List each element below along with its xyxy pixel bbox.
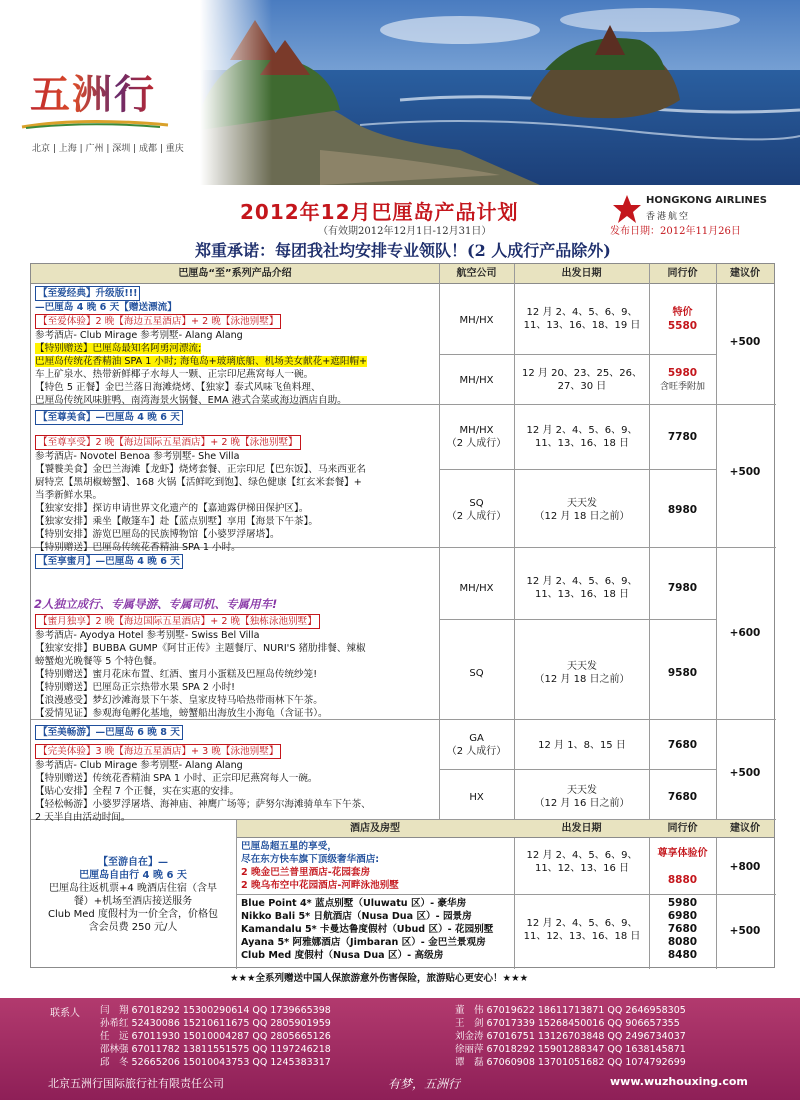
product-classic[interactable] <box>35 286 437 407</box>
header <box>0 0 800 185</box>
product-subtitle: —巴厘岛 4 晚 6 天【赠送漂流】 <box>35 302 177 313</box>
airline-cell: MH/HX <box>459 375 494 386</box>
product-subtitle: 巴厘岛自由行 4 晚 6 天 <box>79 870 187 881</box>
product-line: 【完美体验】3 晚【海边五星酒店】+ 3 晚【泳池别墅】 <box>35 744 281 759</box>
release-date: 发布日期：2012年11月26日 <box>610 226 741 237</box>
product-line: 【特别安排】游览巴厘岛的民族博物馆【小婆罗浮屠塔】。 <box>35 529 280 540</box>
product-line: 【贴心安排】全程 7 个正餐，实在实惠的安排。 <box>35 786 240 797</box>
dates-cell: 天天发 <box>567 661 597 672</box>
suggest-cell: +500 <box>729 466 761 478</box>
dates-cell: 12 月 2、4、5、6、9、11、12、13、16 日 <box>526 850 638 874</box>
suggest-cell: +500 <box>729 925 761 937</box>
product-line: 餐）+机场至酒店接送服务 <box>73 896 193 907</box>
dates-cell: 12 月 1、8、15 日 <box>538 740 626 751</box>
contact-row[interactable]: 任 远 67011930 15010004287 QQ 2805665126 <box>100 1031 331 1042</box>
airline-note: （2 人成行） <box>446 511 507 522</box>
product-line: 【特别赠送】巴厘岛传统花香精油 SPA 1 小时。 <box>35 542 241 553</box>
suggest-cell: +800 <box>729 861 761 873</box>
product-title: 【至享蜜月】—巴厘岛 4 晚 6 天 <box>35 554 183 569</box>
price-cell: 5980 <box>667 897 698 909</box>
dates-cell: 12 月 2、4、5、6、9、11、13、16、18 日 <box>526 576 638 600</box>
dates-cell: 12 月 20、23、25、26、27、30 日 <box>522 368 642 392</box>
airline-note: （2 人成行） <box>446 438 507 449</box>
promise-banner: 郑重承诺：每团我社均安排专业领队！(2 人成行产品除外) <box>195 241 611 260</box>
logo-swoosh-icon <box>20 119 170 129</box>
product-line: 【蜜月独享】2 晚【海边国际五星酒店】+ 2 晚【独栋泳池别墅】 <box>35 614 320 629</box>
dates-note: （12 月 16 日之前） <box>534 798 630 809</box>
col-header-dates: 出发日期 <box>514 820 649 838</box>
product-title: 【至游自在】— <box>98 857 168 868</box>
airline-name-cn: 香港航空 <box>646 212 691 222</box>
price-cell: 7680 <box>667 791 698 803</box>
price-note: 含旺季附加 <box>659 382 705 392</box>
contact-row[interactable]: 董 伟 67019622 18611713871 QQ 2646958305 <box>455 1005 686 1016</box>
divider <box>514 264 515 969</box>
logo-cities: 北京 | 上海 | 广州 | 深圳 | 成都 | 重庆 <box>32 144 184 154</box>
price-cell: 7980 <box>667 582 698 594</box>
product-table <box>30 263 775 968</box>
product-line: 参考酒店- Novotel Benoa 参考别墅- She Villa <box>35 451 240 462</box>
product-line: 【轻松畅游】小婆罗浮屠塔、海神庙、神鹰广场等；萨努尔海滩骑单车下午茶、 <box>35 799 371 810</box>
col-header-dates: 出发日期 <box>514 264 649 284</box>
company-motto: 有梦，五洲行 <box>388 1077 461 1091</box>
dates-note: （12 月 18 日之前） <box>534 511 630 522</box>
divider <box>439 469 716 470</box>
airline-cell: MH/HX <box>459 425 494 436</box>
divider <box>236 894 776 895</box>
price-cell: 8980 <box>667 504 698 516</box>
hotel-row[interactable]: Ayana 5* 阿雅娜酒店（Jimbaran 区）- 金巴兰景观房 <box>241 937 486 948</box>
price-cell: 7780 <box>667 431 698 443</box>
company-name: 北京五洲行国际旅行社有限责任公司 <box>48 1077 224 1090</box>
product-line: 【独家安排】乘坐【敞篷车】赴【蓝点别墅】享用【海景下午茶】。 <box>35 516 319 527</box>
product-free[interactable] <box>33 856 233 934</box>
price-cell: 7680 <box>667 923 698 935</box>
product-line: 车上矿泉水、热带新鲜椰子水每人一颗、正宗印尼燕窝每人一碗。 <box>35 369 314 380</box>
dates-cell: 12 月 2、4、5、6、9、11、13、16、18 日 <box>526 425 638 449</box>
price-cell: 6980 <box>667 910 698 922</box>
brand-logo[interactable] <box>20 55 190 165</box>
promo-line: 2 晚金巴兰普里酒店-花园套房 <box>241 867 371 878</box>
hero-image <box>200 0 800 185</box>
product-line: 当季新鲜水果。 <box>35 490 103 501</box>
promo-line: 2 晚乌布空中花园酒店-河畔泳池别墅 <box>241 880 399 891</box>
dates-cell: 12 月 2、4、5、6、9、11、12、13、16、18 日 <box>523 918 641 942</box>
product-line: 【特别赠送】巴厘岛正宗热带水果 SPA 2 小时! <box>35 682 236 693</box>
hotel-row[interactable]: Club Med 度假村（Nusa Dua 区）- 高级房 <box>241 950 444 961</box>
product-line: 螃蟹炮光晚餐等 5 个特色餐。 <box>35 656 163 667</box>
contact-row[interactable]: 邵林强 67011782 13811551575 QQ 1197246218 <box>100 1044 331 1055</box>
airline-note: （2 人成行） <box>446 746 507 757</box>
product-title: 【至爱经典】升级版!!! <box>35 286 140 301</box>
product-tour[interactable] <box>35 725 437 824</box>
honeymoon-slogan: 2人独立成行、专属导游、专属司机、专属用车! <box>34 597 278 611</box>
contact-row[interactable]: 孙希红 52430086 15210611675 QQ 2805901959 <box>100 1018 331 1029</box>
divider <box>439 354 716 355</box>
contact-row[interactable]: 刘金涛 67016751 13126703848 QQ 2496734037 <box>455 1031 686 1042</box>
product-line: 厨特烹【黑胡椒螃蟹】、168 火锅【活鲜吃到饱】、绿色健康【红玄米套餐】+ <box>35 477 362 488</box>
price-cell: 8880 <box>667 874 698 886</box>
product-line: 巴厘岛传统风味脏鸭、南湾海景火锅餐、EMA 港式合菜或海边酒店自助。 <box>35 395 347 406</box>
product-line: 【独家安排】探访申请世界文化遗产的【嘉迪露伊梯田保护区】。 <box>35 503 309 514</box>
suggest-cell: +600 <box>729 627 761 639</box>
product-line: 2 天半自由活动时间。 <box>35 812 131 823</box>
contact-row[interactable]: 王 剑 67017339 15268450016 QQ 906657355 <box>455 1018 680 1029</box>
dates-cell: 天天发 <box>567 498 597 509</box>
product-line: 【饕餮美食】金巴兰海滩【龙虾】烧烤套餐、正宗印尼【巴东饭】、马来西亚名 <box>35 464 366 475</box>
honeymoon-details <box>35 614 437 720</box>
product-line: 【独家安排】BUBBA GUMP《阿甘正传》主题餐厅、NURI'S 猪肋排餐、辣椒 <box>35 643 366 654</box>
price-cell: 7680 <box>667 739 698 751</box>
product-gourmet[interactable] <box>35 410 437 554</box>
insurance-note: ★★★全系列赠送中国人保旅游意外伤害保险，旅游贴心更安心！★★★ <box>230 973 529 984</box>
col-header-hotel: 酒店及房型 <box>236 820 514 838</box>
logo-text: 五洲行 <box>30 63 156 120</box>
product-line: 参考酒店- Club Mirage 参考别墅- Alang Alang <box>35 330 243 341</box>
price-cell: 5580 <box>667 320 698 332</box>
product-line: 【浪漫感受】梦幻沙滩海景下午茶、皇家皮特马哈热带雨林下午茶。 <box>35 695 323 706</box>
dates-cell: 天天发 <box>567 785 597 796</box>
product-line: 巴厘岛往返机票+4 晚酒店住宿（含早 <box>49 883 217 894</box>
col-header-price: 同行价 <box>649 820 716 838</box>
price-cell: 8080 <box>667 936 698 948</box>
product-line: 【特别赠送】巴厘岛最知名阿勇河漂流; <box>35 343 202 354</box>
airline-cell: HX <box>469 792 484 803</box>
product-line: 【至爱体验】2 晚【海边五星酒店】+ 2 晚【泳池别墅】 <box>35 314 281 329</box>
price-cell: 8480 <box>667 949 698 961</box>
product-line: 【特别赠送】蜜月花床布置、红酒、蜜月小蛋糕及巴厘岛传统纱笼! <box>35 669 318 680</box>
promo-block <box>241 840 513 892</box>
hotel-row[interactable]: Nikko Bali 5* 日航酒店（Nusa Dua 区）- 园景房 <box>241 911 472 922</box>
contact-row[interactable]: 谭 磊 67060908 13701051682 QQ 1074792699 <box>455 1057 686 1068</box>
col-header-suggest: 建议价 <box>716 264 774 284</box>
suggest-cell: +500 <box>729 336 761 348</box>
product-line: 【特别赠送】传统花香精油 SPA 1 小时、正宗印尼燕窝每人一碗。 <box>35 773 318 784</box>
dates-cell: 12 月 2、4、5、6、9、11、13、16、18、19 日 <box>523 307 641 331</box>
airline-name-en: HONGKONG AIRLINES <box>646 195 767 206</box>
product-line: 参考酒店- Club Mirage 参考别墅- Alang Alang <box>35 760 243 771</box>
product-title: 【至美畅游】—巴厘岛 6 晚 8 天 <box>35 725 183 740</box>
col-header-suggest: 建议价 <box>716 820 774 838</box>
price-label: 尊享体验价 <box>657 848 708 859</box>
col-header-airline: 航空公司 <box>439 264 514 284</box>
product-line: 【爱情见证】参观海龟孵化基地，螃蟹船出海放生小海龟（含证书）。 <box>35 708 328 719</box>
airline-cell: MH/HX <box>459 315 494 326</box>
website-link[interactable]: www.wuzhouxing.com <box>610 1075 748 1088</box>
airline-cell: SQ <box>469 498 484 509</box>
airline-cell: SQ <box>469 668 484 679</box>
suggest-cell: +500 <box>729 767 761 779</box>
hotel-list <box>241 897 513 962</box>
product-line: 巴厘岛传统花香精油 SPA 1 小时; 海龟岛+玻璃底船、机场美女献花+遮阳帽+ <box>35 356 368 367</box>
page-title: 2012年12月巴厘岛产品计划 <box>240 200 519 224</box>
contact-row[interactable]: 邱 冬 52665206 15010043753 QQ 1245383317 <box>100 1057 331 1068</box>
airline-cell: GA <box>469 733 484 744</box>
product-honeymoon[interactable] <box>35 554 437 569</box>
price-label: 特价 <box>672 307 693 318</box>
airline-cell: MH/HX <box>459 583 494 594</box>
product-line: 参考酒店- Ayodya Hotel 参考别墅- Swiss Bel Villa <box>35 630 260 641</box>
col-header-price: 同行价 <box>649 264 716 284</box>
hotel-row[interactable]: Kamandalu 5* 卡曼达鲁度假村（Ubud 区）- 花园别墅 <box>241 924 494 935</box>
divider <box>439 619 716 620</box>
product-line: Club Med 度假村为一价全含，价格包 <box>48 909 218 920</box>
contact-label: 联系人 <box>50 1008 80 1019</box>
product-line: 含会员费 250 元/人 <box>88 922 178 933</box>
validity-period: （有效期2012年12月1日-12月31日） <box>318 226 492 237</box>
col-header-series: 巴厘岛“至”系列产品介绍 <box>31 264 439 284</box>
divider <box>439 769 716 770</box>
product-line: 【至尊享受】2 晚【海边国际五星酒店】+ 2 晚【泳池别墅】 <box>35 435 301 450</box>
contact-row[interactable]: 闫 翔 67018292 15300290614 QQ 1739665398 <box>100 1005 331 1016</box>
dates-note: （12 月 18 日之前） <box>534 674 630 685</box>
promo-line: 巴厘岛超五星的享受， <box>241 841 337 852</box>
tanah-lot-temple-image <box>200 0 800 185</box>
contact-row[interactable]: 徐丽萍 67018292 15901288347 QQ 1638145871 <box>455 1044 686 1055</box>
product-title: 【至尊美食】—巴厘岛 4 晚 6 天 <box>35 410 183 425</box>
product-line: 【特色 5 正餐】金巴兰落日海滩烧烤、【独家】泰式风味飞鱼料理、 <box>35 382 321 393</box>
price-cell: 5980 <box>667 367 698 379</box>
promo-line: 尽在东方快车旗下顶级奢华酒店: <box>241 854 380 865</box>
hotel-row[interactable]: Blue Point 4* 蓝点别墅（Uluwatu 区）- 豪华房 <box>241 898 467 909</box>
price-cell: 9580 <box>667 667 698 679</box>
